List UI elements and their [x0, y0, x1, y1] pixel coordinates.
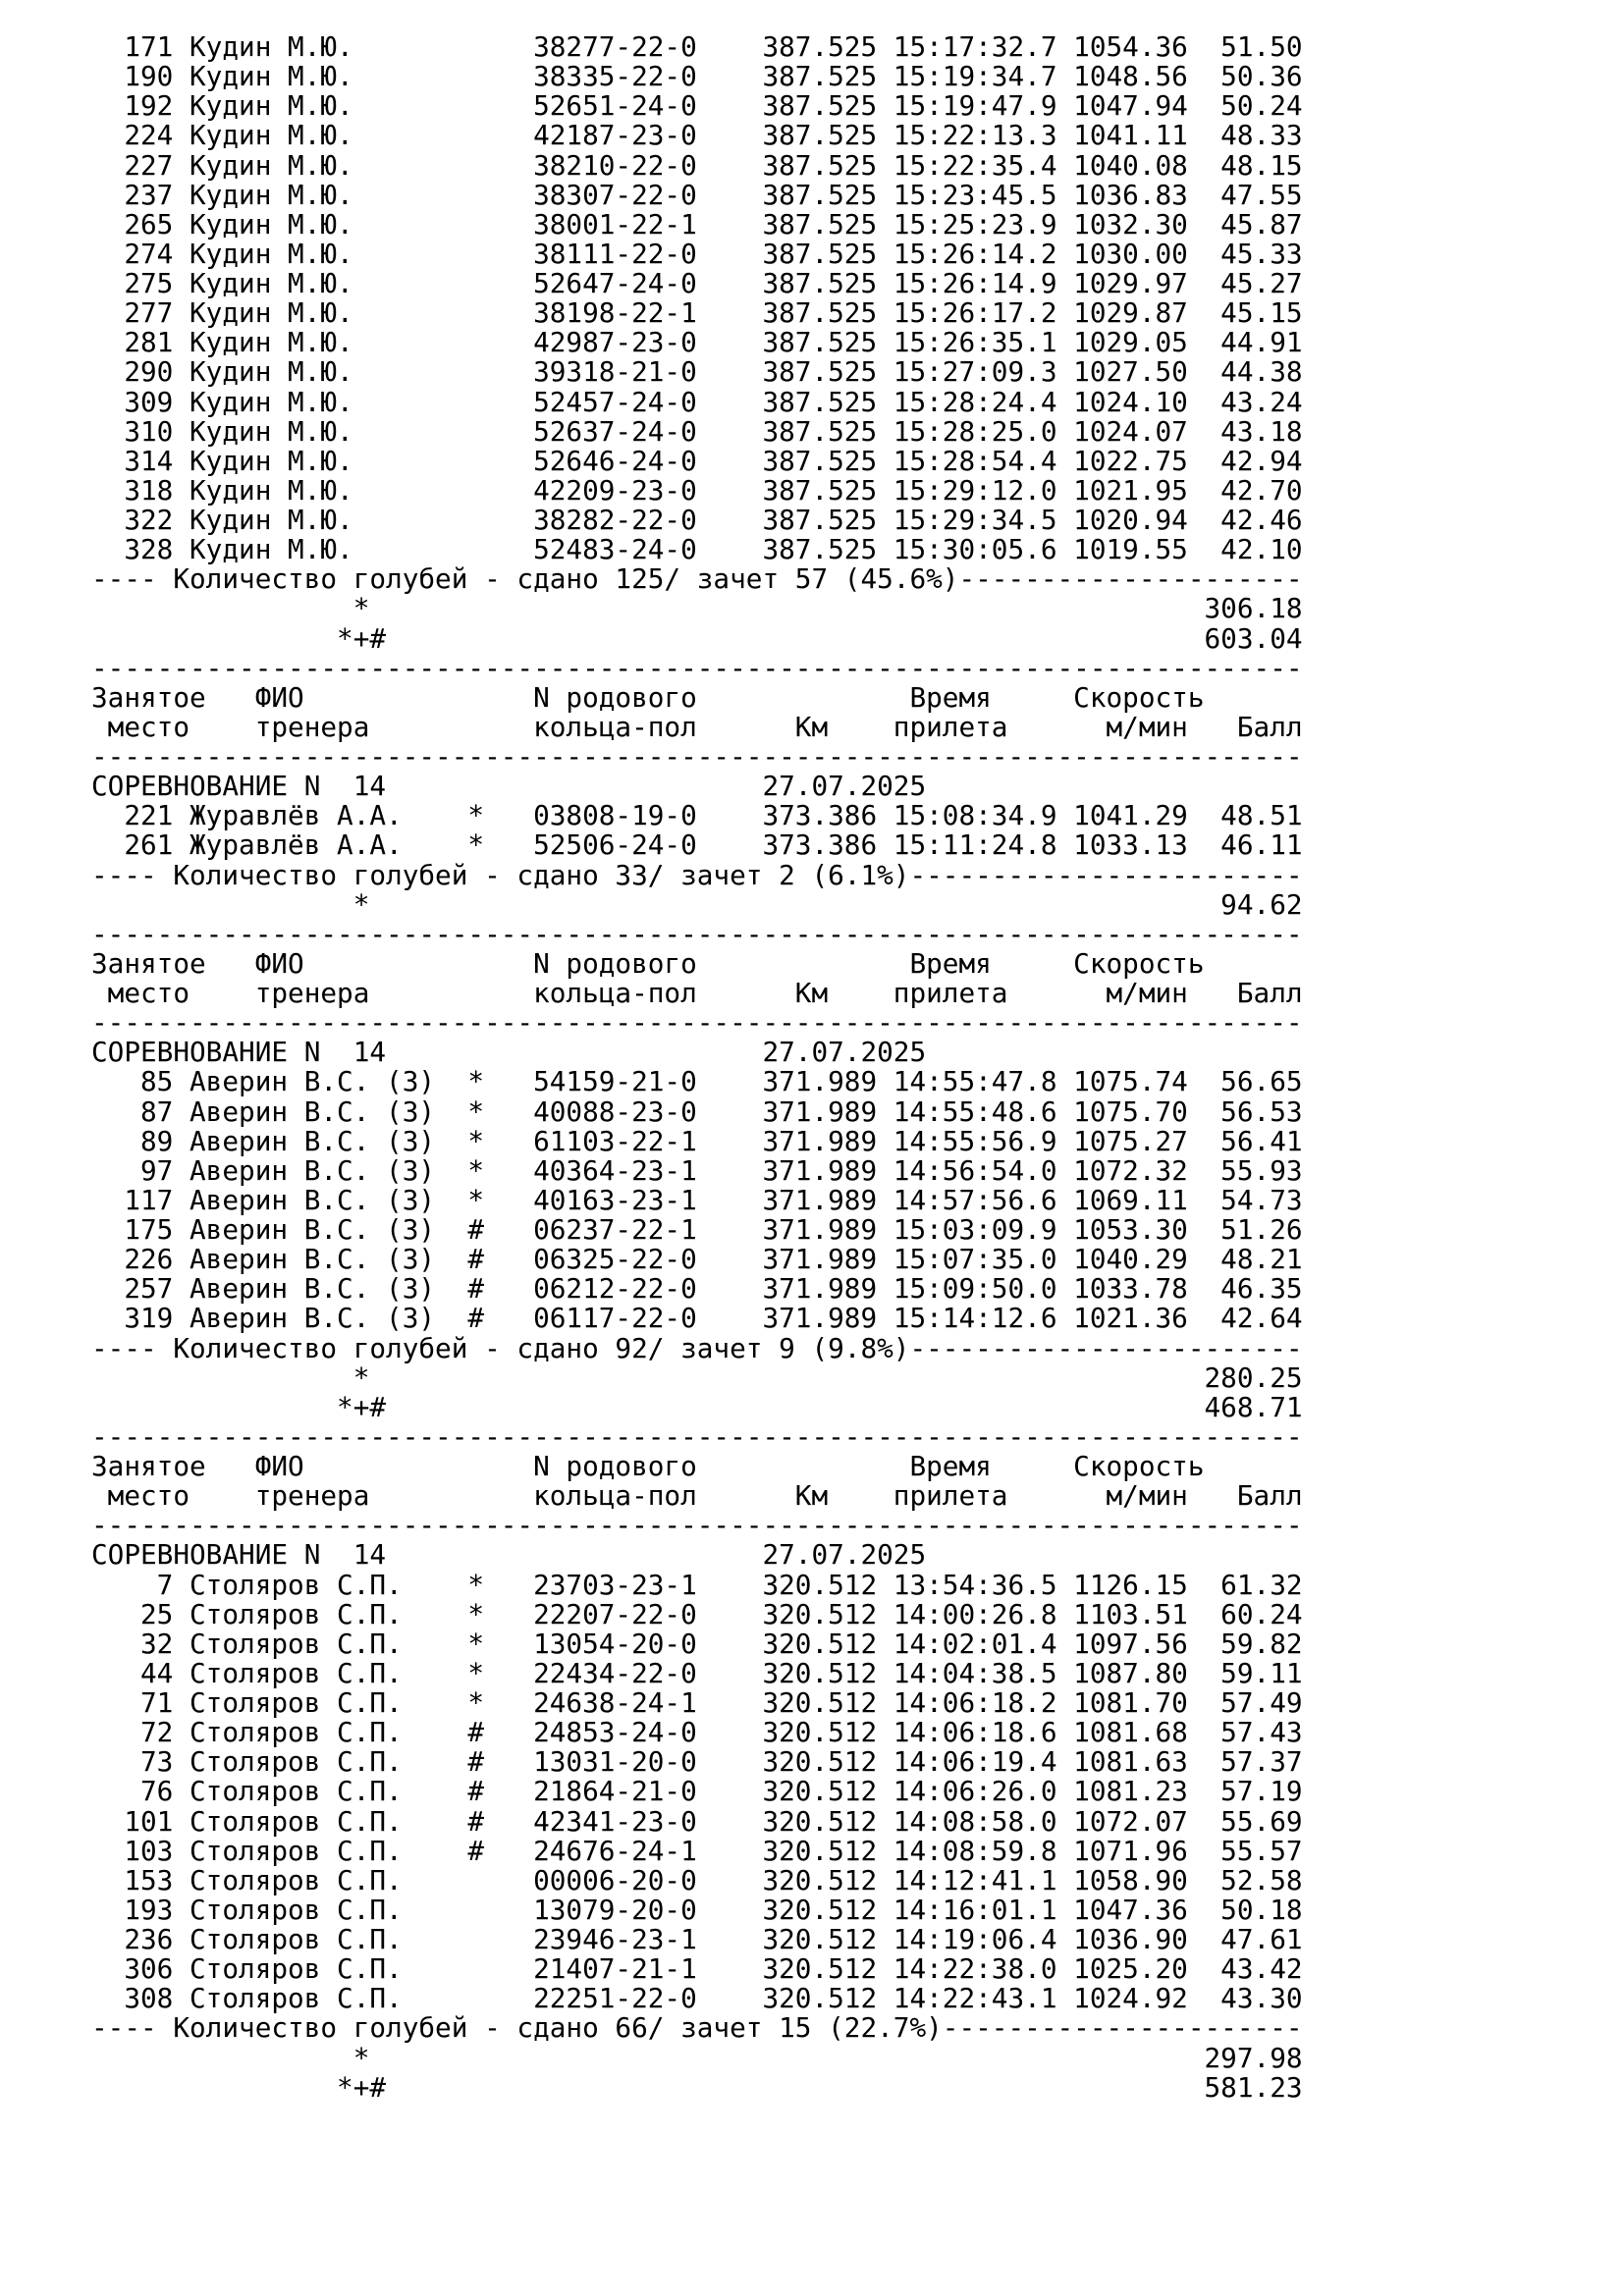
result-row: 328 Кудин М.Ю. 52483-24-0 387.525 15:30:05.6 1019.55 42.10 [91, 533, 1303, 566]
result-row: 281 Кудин М.Ю. 42987-23-0 387.525 15:26:35.1 1029.05 44.91 [91, 326, 1303, 359]
total-line: * 280.25 [91, 1361, 1303, 1394]
separator-line: -------------------------------------------------------------------------- [91, 917, 1303, 950]
result-row: 97 Аверин В.С. (З) * 40364-23-1 371.989 14:56:54.0 1072.32 55.93 [91, 1153, 1303, 1187]
result-row: 236 Столяров С.П. 23946-23-1 320.512 14:19:06.4 1036.90 47.61 [91, 1923, 1303, 1955]
pigeon-count-summary-line: ---- Количество голубей - сдано 125/ зачет 57 (45.6%)--------------------- [91, 562, 1303, 596]
table-header-line-1: Занятое ФИО N родового Время Скорость [91, 946, 1205, 980]
result-row: 89 Аверин В.С. (З) * 61103-22-1 371.989 14:55:56.9 1075.27 56.41 [91, 1124, 1303, 1157]
separator-line: -------------------------------------------------------------------------- [91, 1419, 1303, 1453]
total-line: * 306.18 [91, 592, 1303, 625]
result-row: 117 Аверин В.С. (З) * 40163-23-1 371.989 14:57:56.6 1069.11 54.73 [91, 1183, 1303, 1216]
result-row: 7 Столяров С.П. * 23703-23-1 320.512 13:54:36.5 1126.15 61.32 [91, 1568, 1303, 1601]
result-row: 227 Кудин М.Ю. 38210-22-0 387.525 15:22:35.4 1040.08 48.15 [91, 148, 1303, 182]
result-row: 103 Столяров С.П. # 24676-24-1 320.512 14:08:59.8 1071.96 55.57 [91, 1834, 1303, 1867]
result-row: 175 Аверин В.С. (З) # 06237-22-1 371.989 15:03:09.9 1053.30 51.26 [91, 1213, 1303, 1246]
pigeon-count-summary-line: ---- Количество голубей - сдано 92/ зачет 9 (9.8%)------------------------ [91, 1331, 1303, 1364]
total-line: * 297.98 [91, 2041, 1303, 2074]
result-row: 306 Столяров С.П. 21407-21-1 320.512 14:22:38.0 1025.20 43.42 [91, 1952, 1303, 1986]
result-row: 261 Журавлёв А.А. * 52506-24-0 373.386 15:11:24.8 1033.13 46.11 [91, 828, 1303, 862]
result-row: 274 Кудин М.Ю. 38111-22-0 387.525 15:26:14.2 1030.00 45.33 [91, 237, 1303, 270]
total-line: * 94.62 [91, 887, 1303, 921]
separator-line: -------------------------------------------------------------------------- [91, 1509, 1303, 1542]
total-line: *+# 468.71 [91, 1390, 1303, 1423]
result-row: 190 Кудин М.Ю. 38335-22-0 387.525 15:19:34.7 1048.56 50.36 [91, 60, 1303, 93]
result-row: 237 Кудин М.Ю. 38307-22-0 387.525 15:23:45.5 1036.83 47.55 [91, 178, 1303, 211]
competition-title-line: СОРЕВНОВАНИЕ N 14 27.07.2025 [91, 1036, 927, 1069]
table-header-line-1: Занятое ФИО N родового Время Скорость [91, 680, 1205, 714]
result-row: 277 Кудин М.Ю. 38198-22-1 387.525 15:26:17.2 1029.87 45.15 [91, 296, 1303, 330]
result-row: 73 Столяров С.П. # 13031-20-0 320.512 14:06:19.4 1081.63 57.37 [91, 1745, 1303, 1779]
result-row: 224 Кудин М.Ю. 42187-23-0 387.525 15:22:13.3 1041.11 48.33 [91, 119, 1303, 152]
result-row: 221 Журавлёв А.А. * 03808-19-0 373.386 15:08:34.9 1041.29 48.51 [91, 799, 1303, 832]
pigeon-count-summary-line: ---- Количество голубей - сдано 66/ зачет 15 (22.7%)---------------------- [91, 2011, 1303, 2045]
result-row: 101 Столяров С.П. # 42341-23-0 320.512 14:08:58.0 1072.07 55.69 [91, 1804, 1303, 1838]
result-row: 193 Столяров С.П. 13079-20-0 320.512 14:16:01.1 1047.36 50.18 [91, 1893, 1303, 1926]
result-row: 265 Кудин М.Ю. 38001-22-1 387.525 15:25:23.9 1032.30 45.87 [91, 207, 1303, 240]
pigeon-count-summary-line: ---- Количество голубей - сдано 33/ зачет 2 (6.1%)------------------------ [91, 858, 1303, 891]
result-row: 314 Кудин М.Ю. 52646-24-0 387.525 15:28:54.4 1022.75 42.94 [91, 444, 1303, 477]
table-header-line-2: место тренера кольца-пол Км прилета м/мин Балл [91, 710, 1303, 743]
result-row: 322 Кудин М.Ю. 38282-22-0 387.525 15:29:34.5 1020.94 42.46 [91, 504, 1303, 536]
result-row: 87 Аверин В.С. (З) * 40088-23-0 371.989 14:55:48.6 1075.70 56.53 [91, 1095, 1303, 1128]
result-row: 290 Кудин М.Ю. 39318-21-0 387.525 15:27:09.3 1027.50 44.38 [91, 355, 1303, 389]
result-row: 44 Столяров С.П. * 22434-22-0 320.512 14:04:38.5 1087.80 59.11 [91, 1656, 1303, 1689]
result-row: 319 Аверин В.С. (З) # 06117-22-0 371.989 15:14:12.6 1021.36 42.64 [91, 1302, 1303, 1335]
separator-line: -------------------------------------------------------------------------- [91, 651, 1303, 684]
result-row: 308 Столяров С.П. 22251-22-0 320.512 14:22:43.1 1024.92 43.30 [91, 1982, 1303, 2015]
separator-line: -------------------------------------------------------------------------- [91, 740, 1303, 773]
result-row: 310 Кудин М.Ю. 52637-24-0 387.525 15:28:25.0 1024.07 43.18 [91, 414, 1303, 448]
competition-title-line: СОРЕВНОВАНИЕ N 14 27.07.2025 [91, 1538, 927, 1572]
result-row: 32 Столяров С.П. * 13054-20-0 320.512 14:02:01.4 1097.56 59.82 [91, 1627, 1303, 1660]
result-row: 192 Кудин М.Ю. 52651-24-0 387.525 15:19:47.9 1047.94 50.24 [91, 89, 1303, 123]
result-row: 171 Кудин М.Ю. 38277-22-0 387.525 15:17:32.7 1054.36 51.50 [91, 30, 1303, 63]
result-row: 85 Аверин В.С. (З) * 54159-21-0 371.989 14:55:47.8 1075.74 56.65 [91, 1065, 1303, 1098]
result-row: 257 Аверин В.С. (З) # 06212-22-0 371.989 15:09:50.0 1033.78 46.35 [91, 1272, 1303, 1306]
separator-line: -------------------------------------------------------------------------- [91, 1006, 1303, 1040]
result-row: 318 Кудин М.Ю. 42209-23-0 387.525 15:29:12.0 1021.95 42.70 [91, 473, 1303, 507]
table-header-line-1: Занятое ФИО N родового Время Скорость [91, 1450, 1205, 1482]
result-row: 72 Столяров С.П. # 24853-24-0 320.512 14:06:18.6 1081.68 57.43 [91, 1716, 1303, 1749]
result-row: 76 Столяров С.П. # 21864-21-0 320.512 14:06:26.0 1081.23 57.19 [91, 1775, 1303, 1808]
race-results-document [91, 32, 1303, 2103]
table-header-line-2: место тренера кольца-пол Км прилета м/мин Балл [91, 1479, 1303, 1513]
total-line: *+# 603.04 [91, 621, 1303, 655]
result-row: 153 Столяров С.П. 00006-20-0 320.512 14:12:41.1 1058.90 52.58 [91, 1863, 1303, 1896]
result-row: 309 Кудин М.Ю. 52457-24-0 387.525 15:28:24.4 1024.10 43.24 [91, 385, 1303, 418]
competition-title-line: СОРЕВНОВАНИЕ N 14 27.07.2025 [91, 770, 927, 803]
result-row: 25 Столяров С.П. * 22207-22-0 320.512 14:00:26.8 1103.51 60.24 [91, 1597, 1303, 1630]
result-row: 226 Аверин В.С. (З) # 06325-22-0 371.989 15:07:35.0 1040.29 48.21 [91, 1243, 1303, 1276]
total-line: *+# 581.23 [91, 2070, 1303, 2104]
result-row: 275 Кудин М.Ю. 52647-24-0 387.525 15:26:14.9 1029.97 45.27 [91, 267, 1303, 299]
result-row: 71 Столяров С.П. * 24638-24-1 320.512 14:06:18.2 1081.70 57.49 [91, 1686, 1303, 1719]
table-header-line-2: место тренера кольца-пол Км прилета м/мин Балл [91, 977, 1303, 1009]
